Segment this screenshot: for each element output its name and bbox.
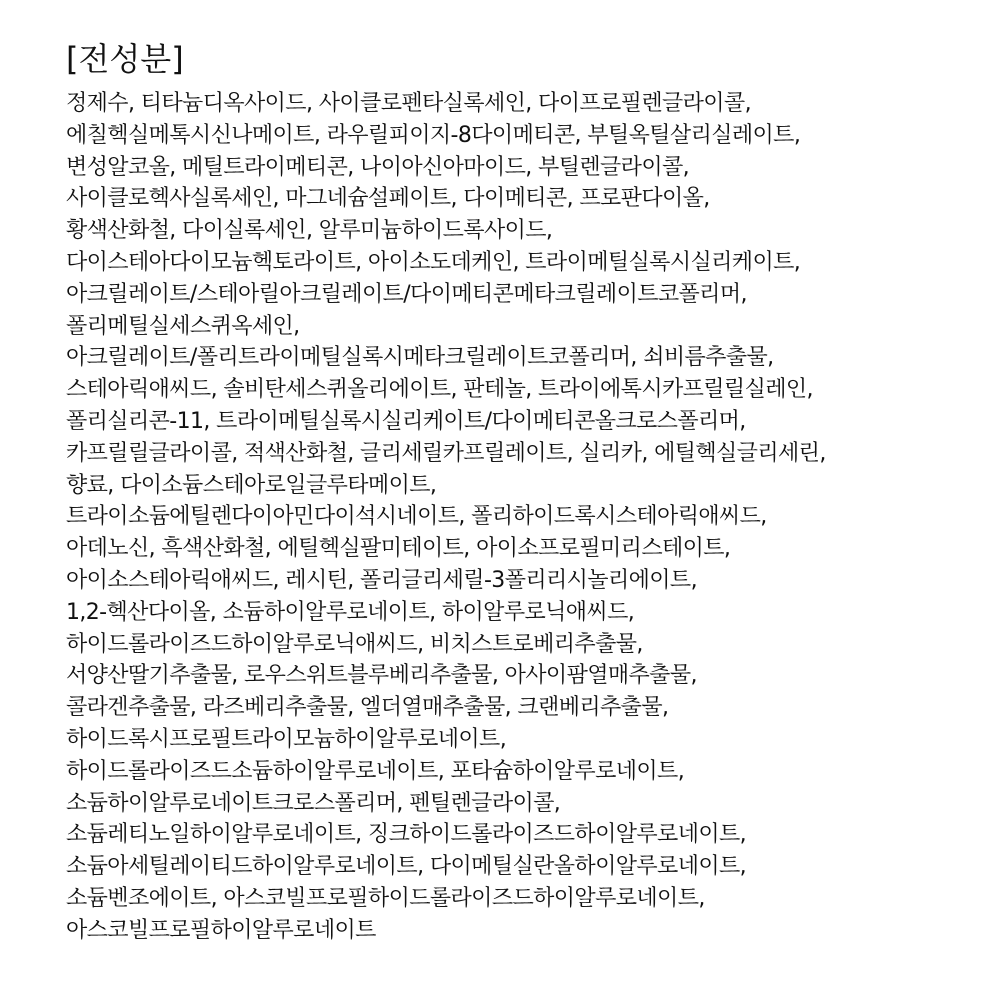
- ingredients-line: 카프릴릴글라이콜, 적색산화철, 글리세릴카프릴레이트, 실리카, 에틸헥실글리세린,: [66, 440, 826, 466]
- ingredients-line: 콜라겐추출물, 라즈베리추출물, 엘더열매추출물, 크랜베리추출물,: [66, 695, 669, 721]
- ingredients-list: [66, 88, 966, 947]
- ingredients-line: 향료, 다이소듐스테아로일글루타메이트,: [66, 472, 437, 498]
- ingredients-line: 트라이소듐에틸렌다이아민다이석시네이트, 폴리하이드록시스테아릭애씨드,: [66, 504, 767, 530]
- ingredients-line: 소듐벤조에이트, 아스코빌프로필하이드롤라이즈드하이알루로네이트,: [66, 885, 705, 911]
- ingredients-line: 아크릴레이트/폴리트라이메틸실록시메타크릴레이트코폴리머, 쇠비름추출물,: [66, 345, 774, 371]
- ingredients-line: 소듐하이알루로네이트크로스폴리머, 펜틸렌글라이콜,: [66, 790, 561, 816]
- ingredients-line: 1,2-헥산다이올, 소듐하이알루로네이트, 하이알루로닉애씨드,: [66, 599, 635, 625]
- ingredients-panel: [66, 38, 966, 947]
- ingredients-line: 소듐아세틸레이티드하이알루로네이트, 다이메틸실란올하이알루로네이트,: [66, 854, 747, 880]
- ingredients-line: 폴리메틸실세스퀴옥세인,: [66, 313, 300, 339]
- ingredients-line: 아크릴레이트/스테아릴아크릴레이트/다이메티콘메타크릴레이트코폴리머,: [66, 281, 747, 307]
- ingredients-heading: [전성분]: [66, 40, 184, 78]
- ingredients-line: 사이클로헥사실록세인, 마그네슘설페이트, 다이메티콘, 프로판다이올,: [66, 186, 710, 212]
- ingredients-line: 에칠헥실메톡시신나메이트, 라우릴피이지-8다이메티콘, 부틸옥틸살리실레이트,: [66, 122, 801, 148]
- ingredients-line: 하이드롤라이즈드하이알루로닉애씨드, 비치스트로베리추출물,: [66, 631, 643, 657]
- ingredients-line: 정제수, 티타늄디옥사이드, 사이클로펜타실록세인, 다이프로필렌글라이콜,: [66, 91, 751, 116]
- ingredients-line: 아이소스테아릭애씨드, 레시틴, 폴리글리세릴-3폴리리시놀리에이트,: [66, 567, 697, 593]
- ingredients-line: 폴리실리콘-11, 트라이메틸실록시실리케이트/다이메티콘올크로스폴리머,: [66, 408, 746, 434]
- ingredients-line: 하이드록시프로필트라이모늄하이알루로네이트,: [66, 726, 507, 752]
- ingredients-line: 다이스테아다이모늄헥토라이트, 아이소도데케인, 트라이메틸실록시실리케이트,: [66, 249, 801, 275]
- ingredients-line: 스테아릭애씨드, 솔비탄세스퀴올리에이트, 판테놀, 트라이에톡시카프릴릴실레인,: [66, 377, 813, 403]
- ingredients-line: 하이드롤라이즈드소듐하이알루로네이트, 포타슘하이알루로네이트,: [66, 758, 685, 784]
- ingredients-line: 아데노신, 흑색산화철, 에틸헥실팔미테이트, 아이소프로필미리스테이트,: [66, 536, 731, 562]
- ingredients-line: 변성알코올, 메틸트라이메티콘, 나이아신아마이드, 부틸렌글라이콜,: [66, 154, 690, 180]
- ingredients-line: 아스코빌프로필하이알루로네이트: [66, 917, 376, 943]
- ingredients-line: 소듐레티노일하이알루로네이트, 징크하이드롤라이즈드하이알루로네이트,: [66, 822, 747, 848]
- ingredients-line: 서양산딸기추출물, 로우스위트블루베리추출물, 아사이팜열매추출물,: [66, 663, 697, 689]
- ingredients-line: 황색산화철, 다이실록세인, 알루미늄하이드록사이드,: [66, 218, 553, 244]
